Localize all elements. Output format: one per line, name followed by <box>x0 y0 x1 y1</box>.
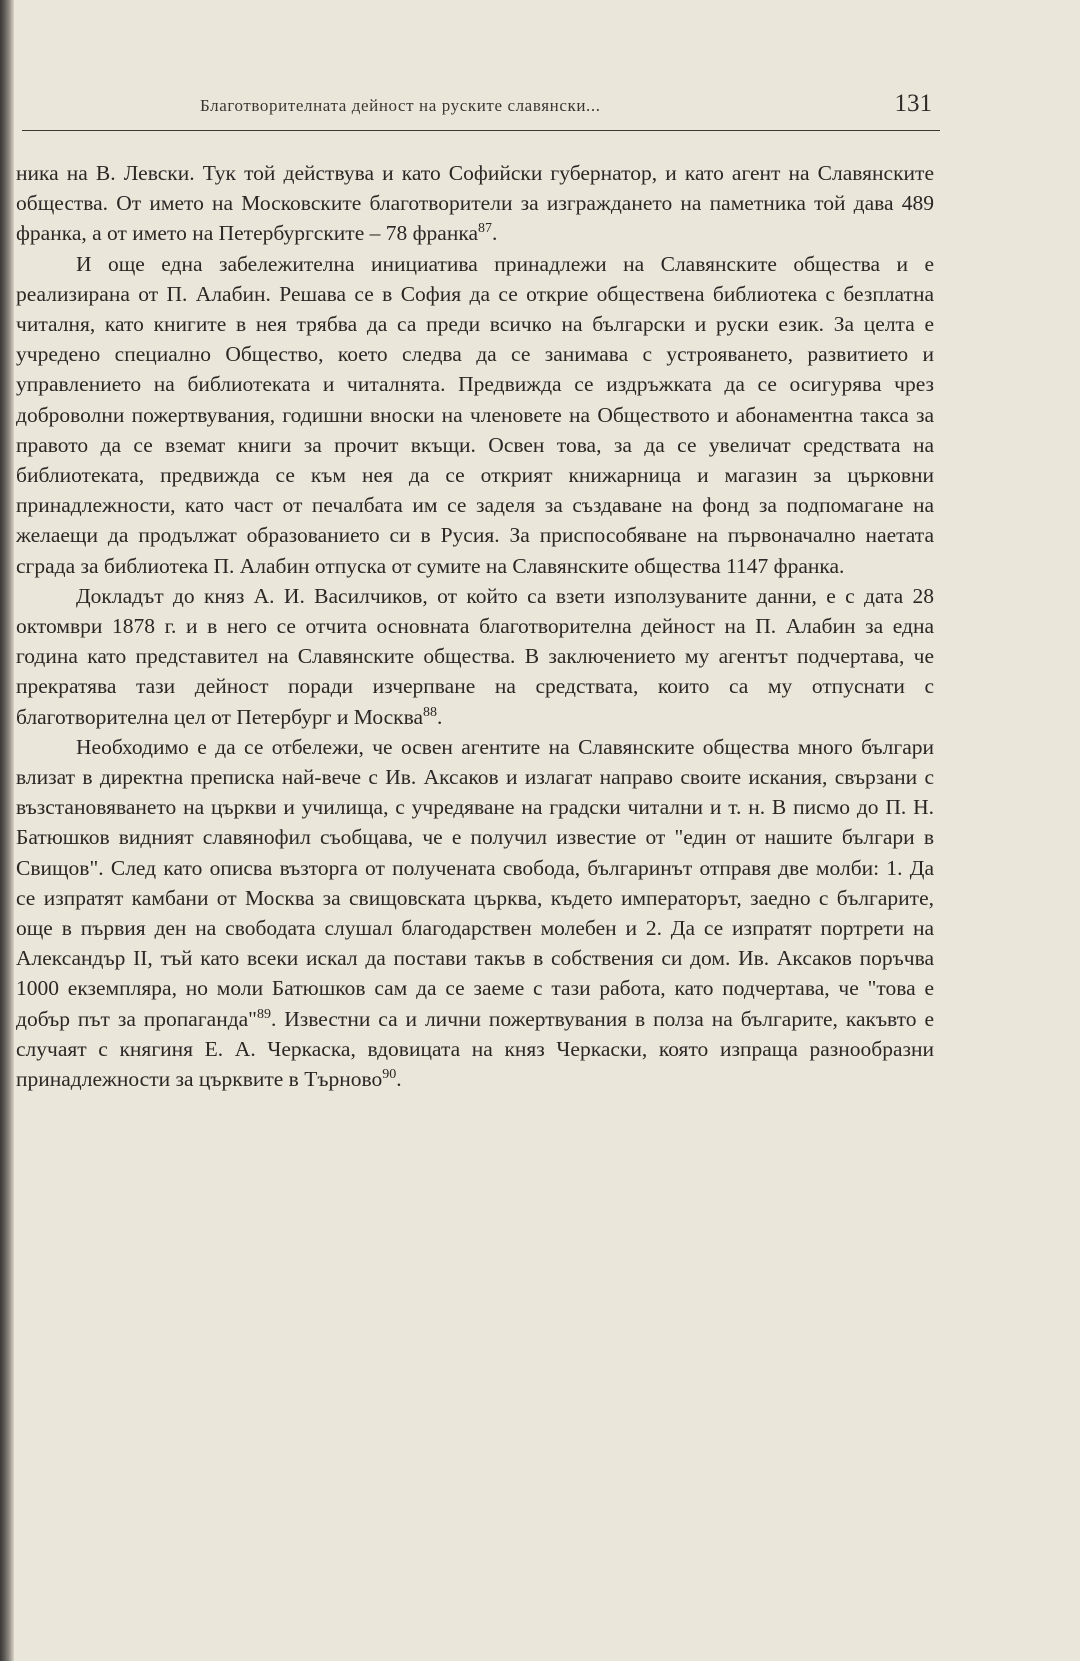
running-header <box>200 92 940 122</box>
footnote-marker: 89 <box>256 1006 271 1022</box>
body-text <box>16 158 934 1094</box>
page-number: 131 <box>894 90 932 117</box>
paragraph <box>16 158 934 249</box>
paragraph <box>16 249 934 581</box>
paragraph-text: ника на В. Левски. Тук той действува и като Софийски губернатор, и като агент на Славянските общества. От името на Московските благотворители за изграждането на паметника той дава 489 франка, а от името на Петербургските – 78 франка <box>16 161 934 246</box>
footnote-marker: 87 <box>478 221 493 237</box>
paragraph <box>16 581 934 732</box>
paragraph-text: . Известни са и лични пожертвувания в полза на българите, какъвто е случаят с княгиня Е. А. Черкаска, вдовицата на княз Черкаски, която изпраща разнообразни принадлежности за църквите в Търново <box>16 1006 934 1092</box>
footnote-marker: 90 <box>382 1066 397 1082</box>
paragraph-text: . <box>396 1067 402 1092</box>
paragraph-text: Необходимо е да се отбележи, че освен агентите на Славянските общества много българи влизат в директна преписка най-вече с Ив. Аксаков и излагат направо своите искания, свързани с възстановяването на църкви и училища, с учредяване на градски читални и т. н. В писмо до П. Н. Батюшков видният славянофил съобщава, че е получил известие от "един от нашите българи в Свищов". След като описва възторга от получената свобода, българинът отправя две молби: 1. Да се изпратят камбани от Москва за свищовската църква, където императорът, заедно с българите, още в първия ден на свободата слушал благодарствен молебен и 2. Да се изпратят портрети на Александър II, тъй като всеки искал да постави такъв в собствения си дом. Ив. Аксаков поръчва 1000 екземпляра, но моли Батюшков сам да се заеме с тази работа, като подчертава, че "това е добър път за пропаганда" <box>16 734 934 1031</box>
footnote-marker: 88 <box>423 704 438 720</box>
paragraph-text: Докладът до княз А. И. Василчиков, от който са взети използуваните данни, е с дата 28 октомври 1878 г. и в него се отчита основната благотворителна дейност на П. Алабин за една година като представител на Славянските общества. В заключението му агентът подчертава, че прекратява тази дейност поради изчерпване на средствата, които са му отпуснати с благотворителна цел от Петербург и Москва <box>16 583 934 729</box>
paragraph-text: И още една забележителна инициатива принадлежи на Славянските общества и е реализирана от П. Алабин. Решава се в София да се открие обществена библиотека с безплатна читалня, като книгите в нея трябва да са преди всичко на български и руски език. За целта е учредено специално Общество, което следва да се занимава с устрояването, развитието и управлението на библиотеката и читалнята. Предвижда се издръжката да се осигурява чрез доброволни пожертвувания, годишни вноски на членовете на Обществото и абонаментна такса за правото да се вземат книги за прочит вкъщи. Освен това, за да се увеличат средствата на библиотеката, предвижда се към нея да се открият книжарница и магазин за църковни принадлежности, като част от печалбата им се заделя за създаване на фонд за подпомагане на желаещи да продължат образованието си в Русия. За приспособяване на първоначално наетата сграда за библиотека П. Алабин отпуска от сумите на Славянските общества 1147 франка. <box>16 251 934 578</box>
header-rule <box>22 130 940 132</box>
running-header-title: Благотворителната дейност на руските славянски... <box>200 96 601 115</box>
paragraph-text: . <box>492 221 498 246</box>
paragraph-text: . <box>437 704 443 729</box>
paragraph <box>16 732 934 1094</box>
book-binding-shadow <box>0 0 14 1661</box>
